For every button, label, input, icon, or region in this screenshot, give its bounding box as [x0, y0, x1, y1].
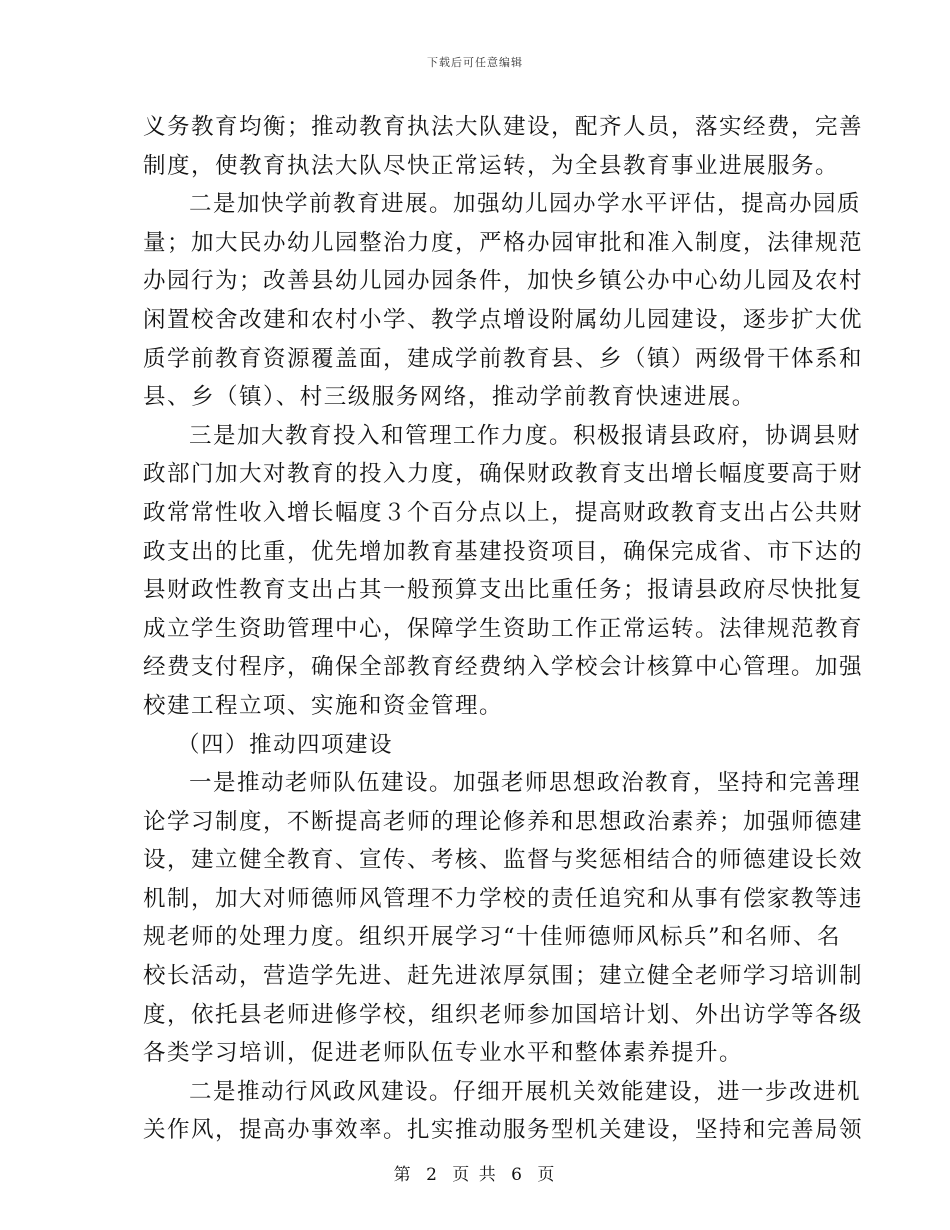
section-heading: （四）推动四项建设	[177, 731, 394, 758]
text-line: 质学前教育资源覆盖面，建成学前教育县、乡（镇）两级骨干体系和	[143, 345, 864, 372]
total-page-number: 6	[511, 1165, 524, 1185]
text-line: 义务教育均衡；推动教育执法大队建设，配齐人员，落实经费，完善	[143, 114, 864, 140]
text-line: 设，建立健全教育、宣传、考核、监督与奖惩相结合的师德建设长效	[143, 847, 864, 874]
body-text	[143, 108, 864, 1150]
text-line: 成立学生资助管理中心，保障学生资助工作正常运转。法律规范教育	[143, 615, 864, 642]
text-line: 度，依托县老师进修学校，组织老师参加国培计划、外出访学等各级	[143, 1001, 864, 1028]
text-line: 政常常性收入增长幅度３个百分点以上，提高财政教育支出占公共财	[143, 499, 864, 526]
footer-middle: 页 共	[452, 1165, 498, 1185]
text-line: 制度，使教育执法大队尽快正常运转，为全县教育事业进展服务。	[143, 152, 840, 179]
current-page-number: 2	[426, 1165, 439, 1185]
text-line: 经费支付程序，确保全部教育经费纳入学校会计核算中心管理。加强	[143, 654, 864, 681]
paragraph-start-line: 三是加大教育投入和管理工作力度。积极报请县政府，协调县财	[189, 422, 862, 449]
paragraph-start-line: 二是加快学前教育进展。加强幼儿园办学水平评估，提高办园质	[189, 191, 862, 218]
text-line: 校长活动，营造学先进、赶先进浓厚氛围；建立健全老师学习培训制	[143, 963, 864, 990]
footer-suffix: 页	[537, 1165, 557, 1185]
text-line: 政部门加大对教育的投入力度，确保财政教育支出增长幅度要高于财	[143, 461, 864, 488]
text-line: 规老师的处理力度。组织开展学习“十佳师德师风标兵”和名师、名	[143, 924, 842, 951]
text-line: 县、乡（镇）、村三级服务网络，推动学前教育快速进展。	[143, 384, 756, 411]
text-line: 量；加大民办幼儿园整治力度，严格办园审批和准入制度，法律规范	[143, 229, 864, 256]
text-line: 关作风，提高办事效率。扎实推动服务型机关建设，坚持和完善局领	[143, 1117, 864, 1144]
text-line: 各类学习培训，促进老师队伍专业水平和整体素养提升。	[143, 1040, 744, 1067]
paragraph-start-line: 一是推动老师队伍建设。加强老师思想政治教育，坚持和完善理	[189, 770, 862, 797]
page-number-footer	[0, 1160, 950, 1185]
footer-prefix: 第	[393, 1165, 413, 1185]
text-line: 机制，加大对师德师风管理不力学校的责任追究和从事有偿家教等违	[143, 885, 864, 912]
text-line: 闲置校舍改建和农村小学、教学点增设附属幼儿园建设，逐步扩大优	[143, 306, 864, 333]
page-header: 下载后可任意编辑	[427, 56, 523, 69]
text-line: 校建工程立项、实施和资金管理。	[143, 692, 504, 719]
text-line: 论学习制度，不断提高老师的理论修养和思想政治素养；加强师德建	[143, 808, 864, 835]
paragraph-start-line: 二是推动行风政风建设。仔细开展机关效能建设，进一步改进机	[189, 1078, 862, 1105]
text-line: 政支出的比重，优先增加教育基建投资项目，确保完成省、市下达的	[143, 538, 864, 565]
text-line: 办园行为；改善县幼儿园办园条件，加快乡镇公办中心幼儿园及农村	[143, 268, 864, 295]
text-line: 县财政性教育支出占其一般预算支出比重任务；报请县政府尽快批复	[143, 577, 864, 604]
